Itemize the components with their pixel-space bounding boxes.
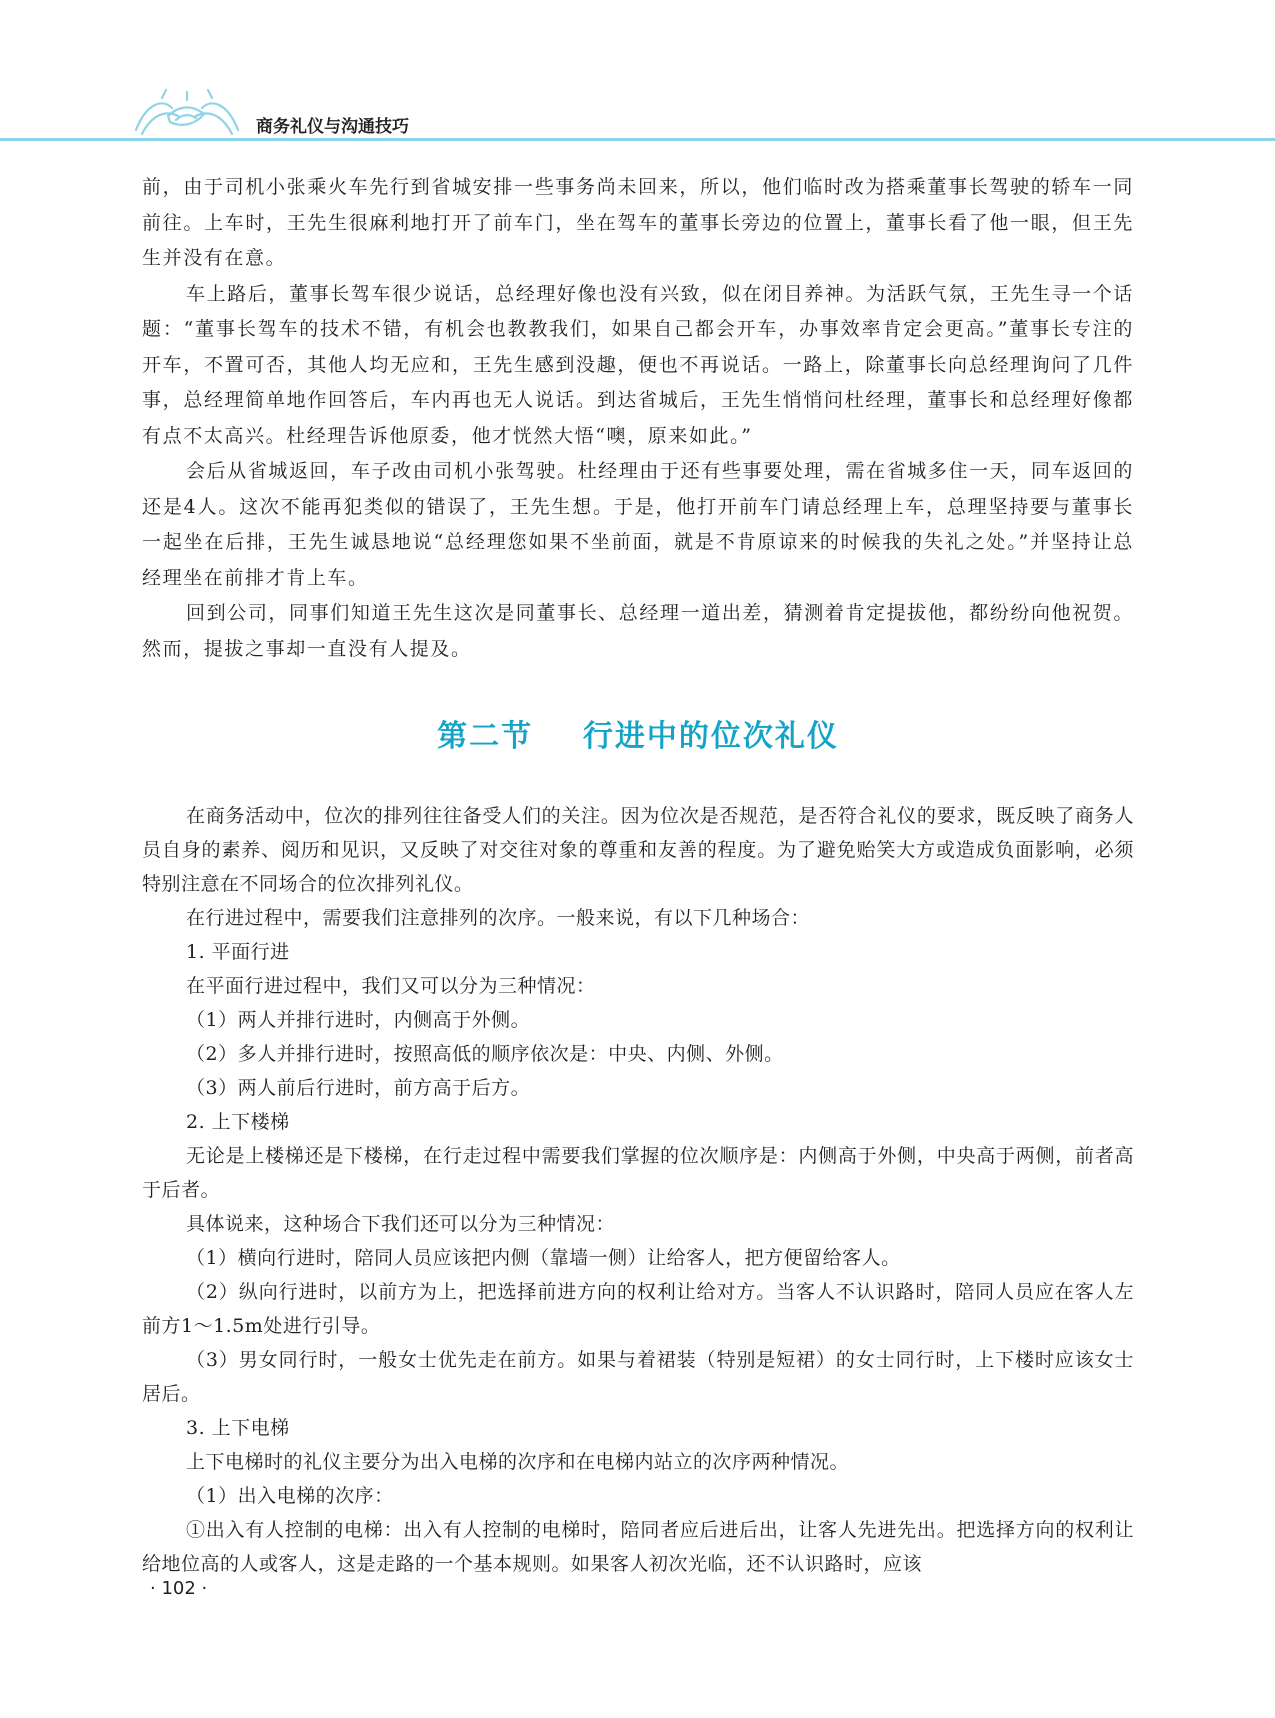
body-paragraph: 无论是上楼梯还是下楼梯，在行走过程中需要我们掌握的位次顺序是：内侧高于外侧，中央高于两侧，前者高于后者。 bbox=[142, 1145, 1134, 1201]
subheading: 1. 平面行进 bbox=[186, 941, 290, 963]
body-paragraph: 在平面行进过程中，我们又可以分为三种情况： bbox=[186, 975, 596, 997]
list-item: （1）两人并排行进时，内侧高于外侧。 bbox=[186, 1009, 531, 1031]
list-item: （2）多人并排行进时，按照高低的顺序依次是：中央、内侧、外侧。 bbox=[186, 1043, 784, 1065]
handshake-icon bbox=[132, 84, 242, 140]
section-body bbox=[142, 799, 1134, 1581]
body-paragraph: 具体说来，这种场合下我们还可以分为三种情况： bbox=[186, 1213, 616, 1235]
list-item: （2）纵向行进时，以前方为上，把选择前进方向的权利让给对方。当客人不认识路时，陪同人员应在客人左前方1～1.5m处进行引导。 bbox=[142, 1281, 1134, 1337]
case-story bbox=[142, 170, 1134, 667]
subheading: 2. 上下楼梯 bbox=[186, 1111, 290, 1133]
body-paragraph: ①出入有人控制的电梯：出入有人控制的电梯时，陪同者应后进后出，让客人先进先出。把选择方向的权利让给地位高的人或客人，这是走路的一个基本规则。如果客人初次光临，还不认识路时，应该 bbox=[142, 1519, 1134, 1575]
story-paragraph: 会后从省城返回，车子改由司机小张驾驶。杜经理由于还有些事要处理，需在省城多住一天，同车返回的还是4人。这次不能再犯类似的错误了，王先生想。于是，他打开前车门请总经理上车，总理坚持要与董事长一起坐在后排，王先生诚恳地说“总经理您如果不坐前面，就是不肯原谅来的时候我的失礼之处。”并坚持让总经理坐在前排才肯上车。 bbox=[142, 460, 1134, 589]
list-item: （3）男女同行时，一般女士优先走在前方。如果与着裙装（特别是短裙）的女士同行时，上下楼时应该女士居后。 bbox=[142, 1349, 1134, 1405]
list-item: （1）出入电梯的次序： bbox=[186, 1485, 394, 1507]
section-title: 第二节 行进中的位次礼仪 bbox=[437, 719, 839, 754]
body-paragraph: 上下电梯时的礼仪主要分为出入电梯的次序和在电梯内站立的次序两种情况。 bbox=[186, 1451, 850, 1473]
subheading: 3. 上下电梯 bbox=[186, 1417, 290, 1439]
page-header bbox=[0, 0, 1275, 150]
header-divider bbox=[0, 138, 1275, 141]
page-body bbox=[142, 170, 1134, 1581]
story-paragraph: 车上路后，董事长驾车很少说话，总经理好像也没有兴致，似在闭目养神。为活跃气氛，王先生寻一个话题：“董事长驾车的技术不错，有机会也教教我们，如果自己都会开车，办事效率肯定会更高。”董事长专注的开车，不置可否，其他人均无应和，王先生感到没趣，便也不再说话。一路上，除董事长向总经理询问了几件事，总经理简单地作回答后，车内再也无人说话。到达省城后，王先生悄悄问杜经理，董事长和总经理好像都有点不太高兴。杜经理告诉他原委，他才恍然大悟“噢，原来如此。” bbox=[142, 282, 1134, 447]
book-title: 商务礼仪与沟通技巧 bbox=[256, 117, 409, 137]
list-item: （3）两人前后行进时，前方高于后方。 bbox=[186, 1077, 531, 1099]
list-item: （1）横向行进时，陪同人员应该把内侧（靠墙一侧）让给客人，把方便留给客人。 bbox=[186, 1247, 901, 1269]
story-paragraph: 前，由于司机小张乘火车先行到省城安排一些事务尚未回来，所以，他们临时改为搭乘董事长驾驶的轿车一同前往。上车时，王先生很麻利地打开了前车门，坐在驾车的董事长旁边的位置上，董事长看了他一眼，但王先生并没有在意。 bbox=[142, 176, 1134, 269]
body-paragraph: 在行进过程中，需要我们注意排列的次序。一般来说，有以下几种场合： bbox=[186, 907, 811, 929]
body-paragraph: 在商务活动中，位次的排列往往备受人们的关注。因为位次是否规范，是否符合礼仪的要求，既反映了商务人员自身的素养、阅历和见识，又反映了对交往对象的尊重和友善的程度。为了避免贻笑大方或造成负面影响，必须特别注意在不同场合的位次排列礼仪。 bbox=[142, 805, 1134, 895]
story-paragraph: 回到公司，同事们知道王先生这次是同董事长、总经理一道出差，猜测着肯定提拔他，都纷纷向他祝贺。然而，提拔之事却一直没有人提及。 bbox=[142, 602, 1134, 660]
page-number: · 102 · bbox=[150, 1578, 208, 1599]
